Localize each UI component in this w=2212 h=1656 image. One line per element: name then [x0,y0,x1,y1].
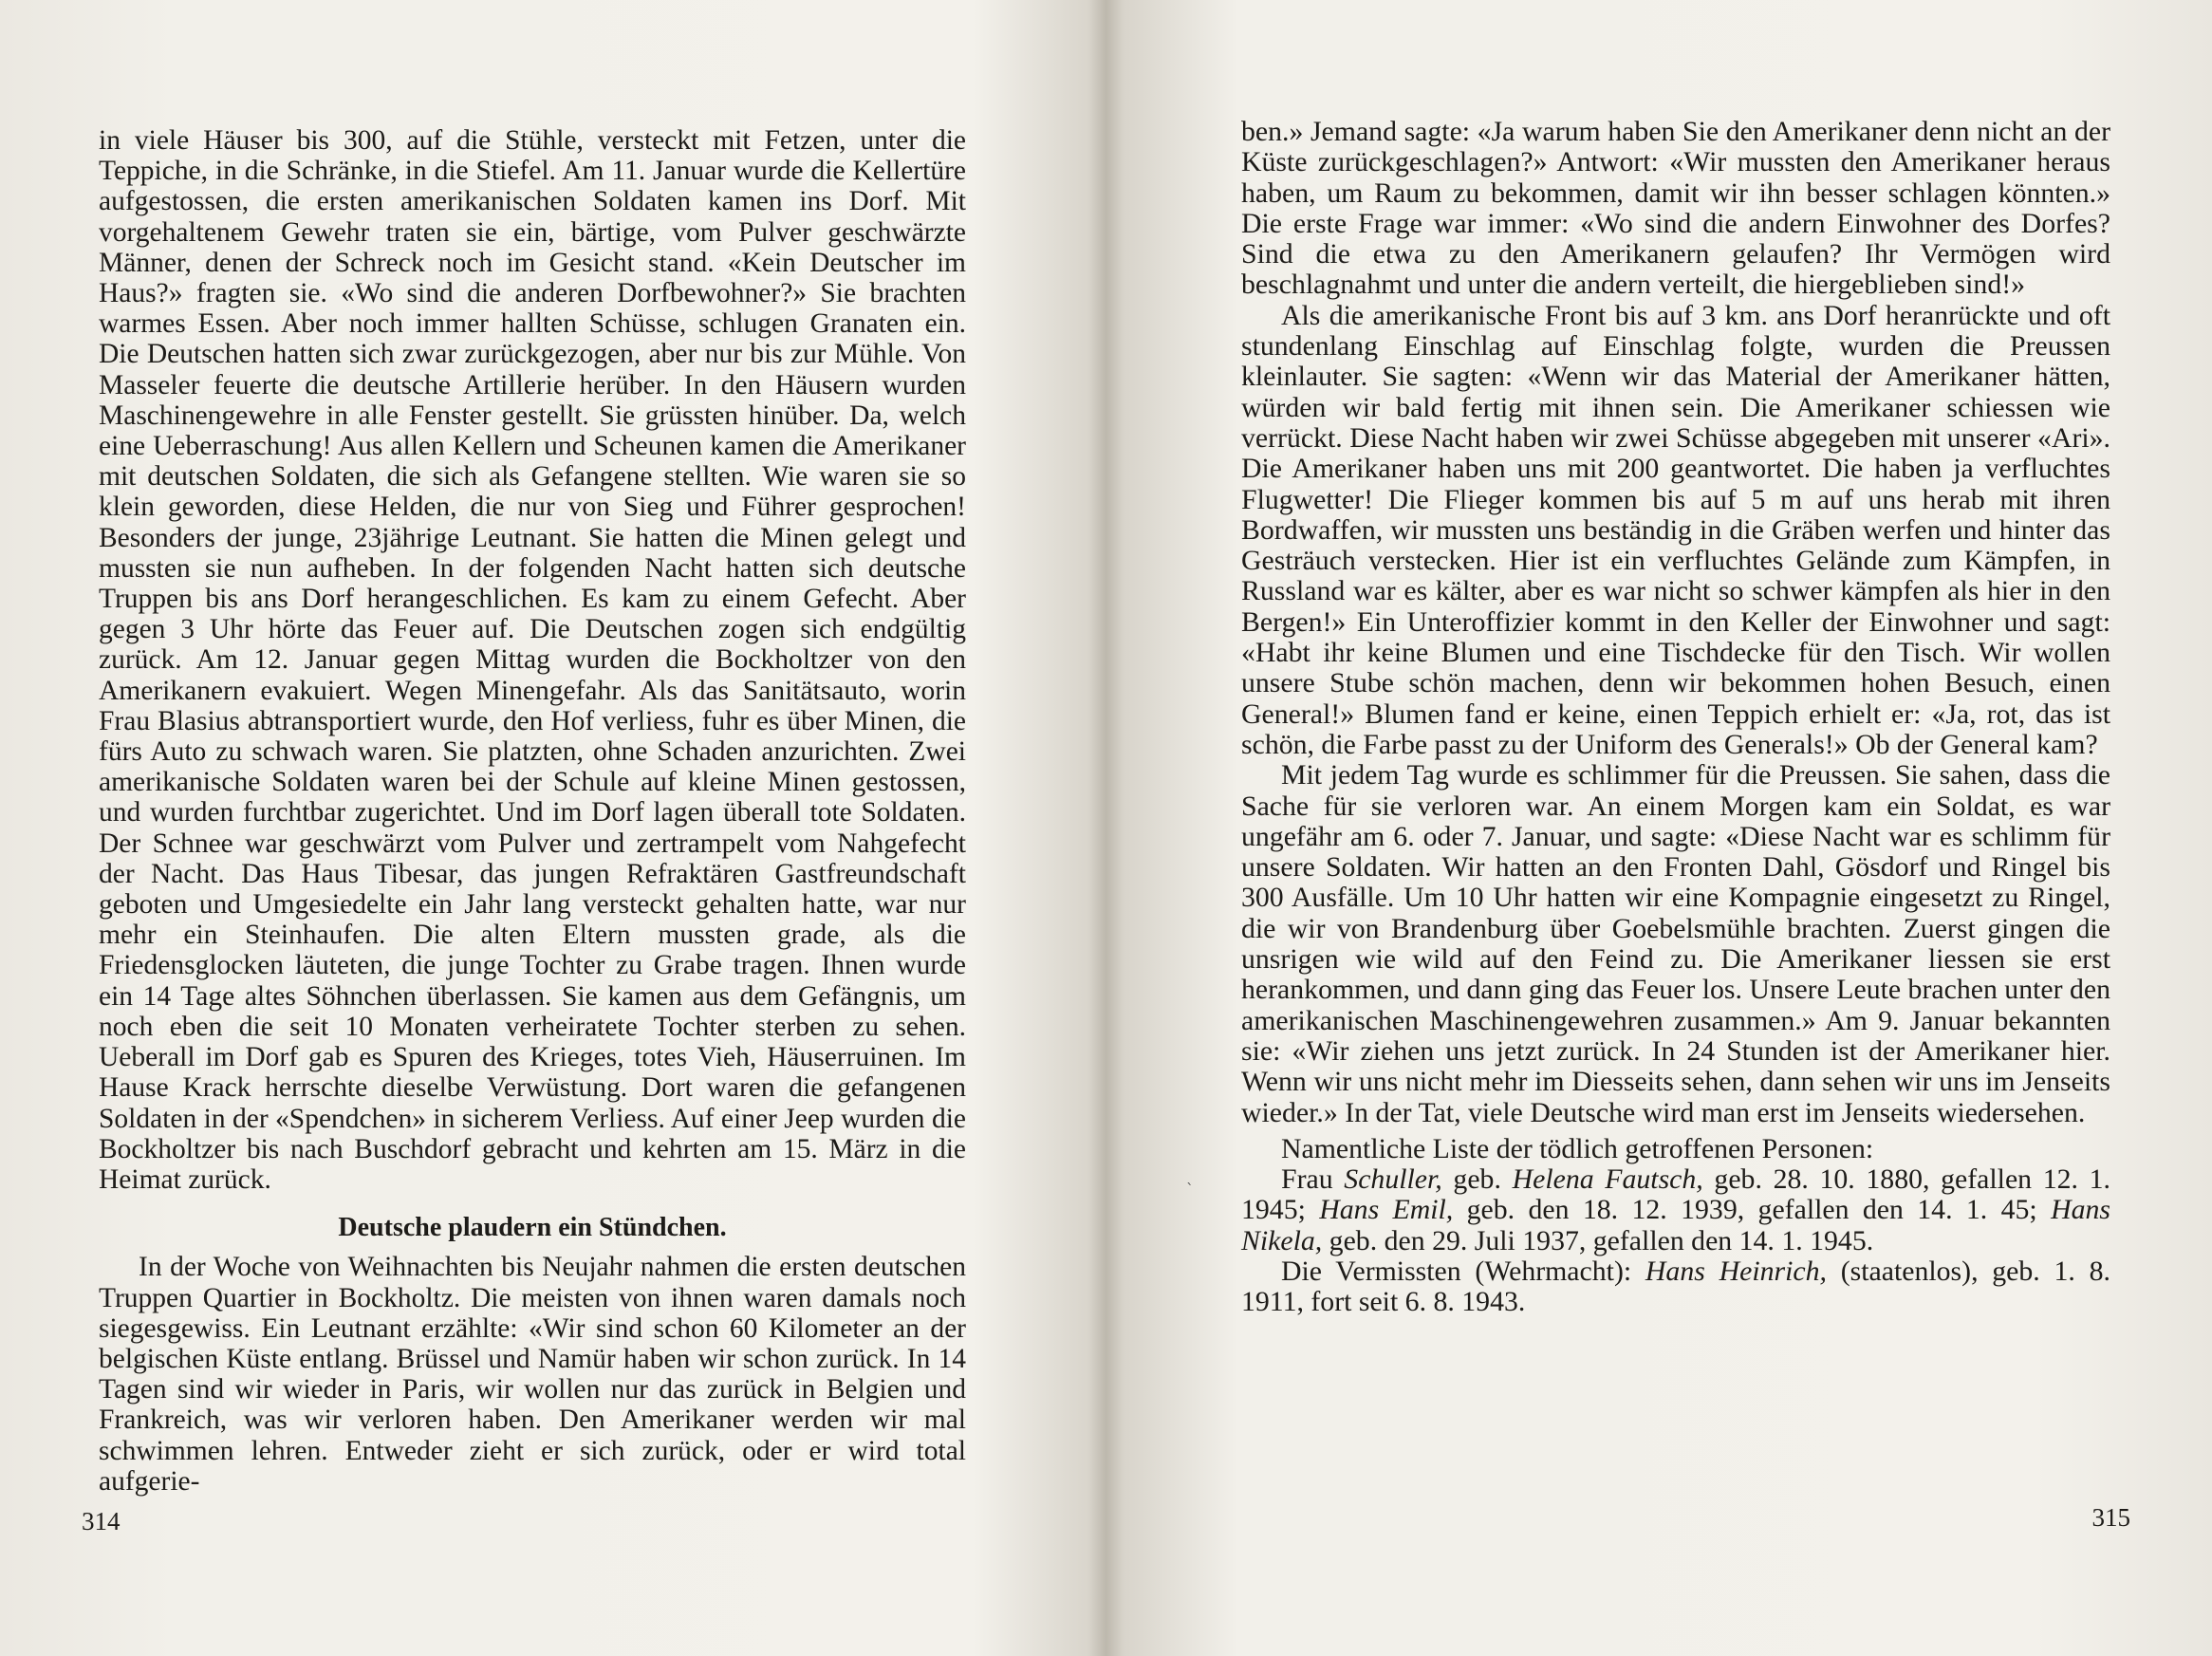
victim-list-intro: Namentliche Liste der tödlich getroffenen Personen: [1281,1132,1874,1164]
victim-text: geb. den 18. 12. 1939, gefallen den 14. 1. 45; [1453,1194,2052,1226]
victim-name: Hans Emil, [1319,1194,1454,1226]
victim-name: Hans Nikela, [1241,1194,2110,1256]
right-page-text [1241,117,2110,1318]
victim-maiden-name: Helena Fautsch, [1512,1163,1703,1196]
victim-text: geb. den 29. Juli 1937, gefallen den 14. 1. 1945. [1322,1224,1874,1256]
victim-text: geb. [1441,1163,1513,1196]
page-number-left: 314 [82,1507,121,1535]
victim-text: geb. 28. 10. 1880, gefallen 12. 1. 1945; [1241,1163,2110,1226]
right-paragraph-1: ben.» Jemand sagte: «Ja warum haben Sie den Amerikaner denn nicht an der Küste zurückgeschlagen?» Antwort: «Wir mussten den Amerikaner heraus haben, um Raum zu bekommen, damit wir ihn besser schlagen könnten.» Die erste Frage war immer: «Wo sind die andern Einwohner des Dorfes? Sind die etwa zu den Amerikanern gelaufen? Ihr Vermögen wird beschlagnahmt und unter die andern verteilt, die hiergeblieben sind!» [1241,116,2110,301]
margin-mark: ` [1186,1181,1194,1199]
left-paragraph-2: In der Woche von Weihnachten bis Neujahr nahmen die ersten deutschen Truppen Quartier in Bockholtz. Die meisten von ihnen waren damals noch siegesgewiss. Ein Leutnant erzählte: «Wir sind schon 60 Kilometer an der belgischen Küste entlang. Brüssel und Namür haben wir schon zurück. In 14 Tagen sind wir wieder in Paris, wir wollen nur das zurück in Belgien und Frankreich, was wir verloren haben. Den Amerikaner werden wir mal schwimmen lehren. Entweder zieht er sich zurück, oder er wird total aufgerie- [99,1252,966,1497]
page-number-right: 315 [2091,1503,2130,1532]
victim-text: Frau [1281,1163,1345,1196]
victim-name: Schuller, [1344,1163,1442,1196]
right-paragraph-2: Als die amerikanische Front bis auf 3 km. ans Dorf heranrückte und oft stundenlang Einschlag auf Einschlag folgte, wurden die Preussen kleinlauter. Sie sagten: «Wenn wir das Material der Amerikaner hätten, würden wir bald fertig mit ihnen sein. Die Amerikaner schiessen wie verrückt. Diese Nacht haben wir zwei Schüsse abgegeben mit unserer «Ari». Die Amerikaner haben uns mit 200 geantwortet. Die haben ja verfluchtes Flugwetter! Die Flieger kommen bis auf 5 m auf uns herab mit ihren Bordwaffen, wir mussten uns beständig in die Gräben werfen und hinter das Gesträuch verstecken. Hier ist ein verfluchtes Gelände zum Kämpfen, in Russland war es kälter, aber es war nicht so schwer kämpfen als hier in den Bergen!» Ein Unteroffizier kommt in den Keller der Einwohner und sagt: «Habt ihr keine Blumen und eine Tischdecke für den Tisch. Wir wollen unsere Stube schön machen, denn wir bekommen hohen Besuch, einen General!» Blumen fand er keine, einen Teppich erhielt er: «Ja, rot, das ist schön, die Farbe passt zu der Uniform des Generals!» Ob der General kam? [1241,299,2110,760]
missing-text: (staatenlos), geb. 1. 8. 1911, fort seit 6. 8. 1943. [1241,1255,2110,1318]
victim-list [1241,1164,2110,1256]
right-page [1106,0,2212,1656]
missing-list [1241,1256,2110,1318]
left-paragraph-1: in viele Häuser bis 300, auf die Stühle, versteckt mit Fetzen, unter die Teppiche, in die Schränke, in die Stiefel. Am 11. Januar wurde die Kellertüre aufgestossen, die ersten amerikanischen Soldaten kamen ins Dorf. Mit vorgehaltenem Gewehr traten sie ein, bärtige, vom Pulver geschwärzte Männer, denen der Schreck noch im Gesicht stand. «Kein Deutscher im Haus?» fragten sie. «Wo sind die anderen Dorfbewohner?» Sie brachten warmes Essen. Aber noch immer hallten Schüsse, schlugen Granaten ein. Die Deutschen hatten sich zwar zurückgezogen, aber nur bis zur Mühle. Von Masseler feuerte die deutsche Artillerie herüber. In den Häusern wurden Maschinengewehre in alle Fenster gestellt. Sie grüssten hinüber. Da, welch eine Ueberraschung! Aus allen Kellern und Scheunen kamen die Amerikaner mit deutschen Soldaten, die sich als Gefangene stellten. Wie waren sie so klein geworden, diese Helden, die nur von Sieg und Führer gesprochen! Besonders der junge, 23jährige Leutnant. Sie hatten die Minen gelegt und mussten sie nun aufheben. In der folgenden Nacht hatten sich deutsche Truppen bis ans Dorf herangeschlichen. Es kam zu einem Gefecht. Aber gegen 3 Uhr hörte das Feuer auf. Die Deutschen zogen sich endgültig zurück. Am 12. Januar gegen Mittag wurden die Bockholtzer von den Amerikanern evakuiert. Wegen Minengefahr. Als das Sanitätsauto, worin Frau Blasius abtransportiert wurde, den Hof verliess, fuhr es über Minen, die fürs Auto zu schwach waren. Sie platzten, ohne Schaden anzurichten. Zwei amerikanische Soldaten waren bei der Schule auf kleine Minen gestossen, und wurden furchtbar zugerichtet. Und im Dorf lagen überall tote Soldaten. Der Schnee war geschwärzt vom Pulver und zertrampelt vom Nahgefecht der Nacht. Das Haus Tibesar, das jungen Refraktären Gastfreundschaft geboten und Umgesiedelte ein Jahr lang versteckt gehalten hatte, war nur mehr ein Steinhaufen. Die alten Eltern mussten grade, als die Friedensglocken läuteten, die junge Tochter zu Grabe tragen. Ihnen wurde ein 14 Tage altes Söhnchen überlassen. Sie kamen aus dem Gefängnis, um noch eben die seit 10 Monaten verheiratete Tochter sterben zu sehen. Ueberall im Dorf gab es Spuren des Krieges, totes Vieh, Häuserruinen. Im Hause Krack herrschte dieselbe Verwüstung. Dort waren die gefangenen Soldaten in der «Spendchen» in sicherem Verliess. Auf einer Jeep wurden die Bockholtzer bis nach Buschdorf gebracht und kehrten am 15. März in die Heimat zurück. [99,125,966,1195]
missing-name: Hans Heinrich, [1645,1255,1827,1287]
right-paragraph-3: Mit jedem Tag wurde es schlimmer für die Preussen. Sie sahen, dass die Sache für sie verloren war. An einem Morgen kam ein Soldat, es war ungefähr am 6. oder 7. Januar, und sagte: «Diese Nacht war es schlimm für unsere Soldaten. Wir hatten an den Fronten Dahl, Gösdorf und Ringel bis 300 Ausfälle. Um 10 Uhr hatten wir eine Kompagnie eingesetzt zu Ringel, die wir von Brandenburg über Goebelsmühle brachten. Zuerst gingen die unsrigen wie wild auf den Feind zu. Die Amerikaner liessen sie erst herankommen, und dann ging das Feuer los. Unsere Leute brachen unter den amerikanischen Maschinengewehren zusammen.» Am 9. Januar bekannten sie: «Wir ziehen uns jetzt zurück. In 24 Stunden ist der Amerikaner hier. Wenn wir uns nicht mehr im Diesseits sehen, dann sehen wir uns im Jenseits wieder.» In der Tat, viele Deutsche wird man erst im Jenseits wiedersehen. [1241,759,2110,1128]
missing-text: Die Vermissten (Wehrmacht): [1281,1255,1645,1287]
left-page-text [99,125,966,1497]
section-heading: Deutsche plaudern ein Stündchen. [338,1213,727,1243]
